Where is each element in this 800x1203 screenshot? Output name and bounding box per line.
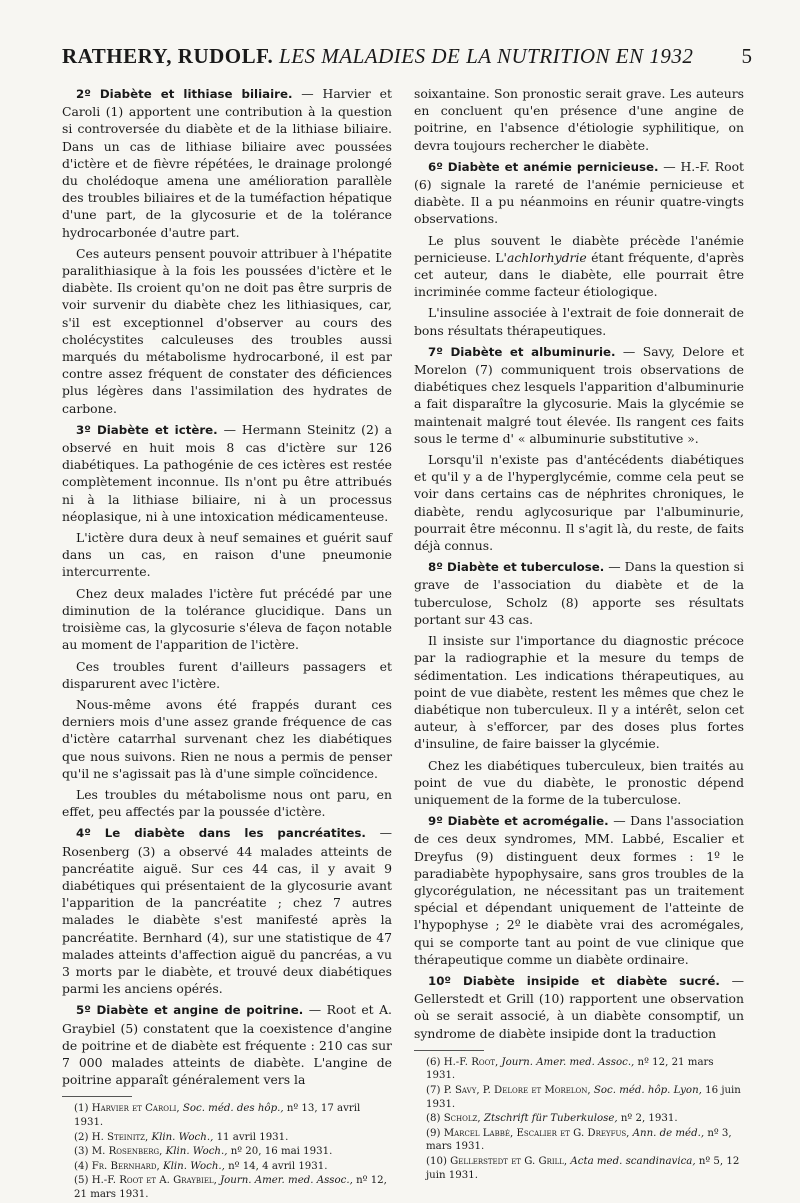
footnote: (3) M. Rosenberg, Klin. Woch., nº 20, 16 mai 1931.	[74, 1146, 333, 1158]
section-5-text: — Root et A. Graybiel (5) constatent que la coexistence d'angine de poitrine et de diabète est fréquente : 210 cas sur 7 000 malades atteints de diabète. L'angine de poitrine apparaît généralement vers la	[62, 1002, 392, 1088]
running-header	[62, 44, 752, 69]
section-3-text: — Hermann Steinitz (2) a observé en huit mois 8 cas d'ictère sur 126 diabétiques. La pathogénie de ces ictères est restée complètement inconnue. Ils n'ont pu être attribués ni à la lithiase biliaire, ni à un processus néoplasique, ni à une intoxication médicamenteuse.	[62, 421, 392, 524]
footnote: (4) Fr. Bernhard, Klin. Woch., nº 14, 4 avril 1931.	[74, 1160, 328, 1172]
paragraph: Chez deux malades l'ictère fut précédé par une diminution de la tolérance glucidique. Dans un troisième cas, la glycosurie s'éleva de façon notable au moment de l'apparition de l'ictère.	[62, 585, 392, 653]
paragraph: L'ictère dura deux à neuf semaines et guérit sauf dans un cas, en raison d'une pneumonie intercurrente.	[62, 530, 392, 580]
paragraph: soixantaine. Son pronostic serait grave. Les auteurs en concluent qu'en présence d'une angine de poitrine, en l'absence d'étiologie syphilitique, on devra toujours rechercher le diabète.	[414, 86, 744, 153]
section-6-paragraph	[414, 158, 744, 228]
section-9-text: — Dans l'association de ces deux syndromes, MM. Labbé, Escalier et Dreyfus (9) distinguent deux formes : 1º le paradiabète hypophysaire, sans gros troubles de la glycorégulation, ne nécessitant pas un traitement spécial et dépendant uniquement de l'atteinte de l'hypophyse ; 2º le diabète vrai des acromégales, qui se comporte tant au point de vue clinique que thérapeutique comme un diabète ordinaire.	[414, 813, 744, 967]
section-8-heading: 8º Diabète et tuberculose.	[428, 560, 605, 575]
footnotes-right	[414, 1056, 744, 1182]
footnotes-left	[62, 1102, 392, 1201]
section-10-heading: 10º Diabète insipide et diabète sucré.	[428, 973, 720, 988]
section-8-paragraph	[414, 558, 744, 628]
section-9-heading: 9º Diabète et acromégalie.	[428, 814, 609, 829]
section-3-paragraph	[62, 421, 392, 525]
footnote: (5) H.-F. Root et A. Graybiel, Journ. Amer. med. Assoc., nº 12, 21 mars 1931.	[74, 1175, 387, 1200]
footnote: (2) H. Steinitz, Klin. Woch., 11 avril 1931.	[74, 1131, 289, 1143]
footnote-rule	[414, 1050, 484, 1051]
section-9-paragraph	[414, 812, 744, 968]
paragraph: Il insiste sur l'importance du diagnostic précoce par la radiographie et la mesure du temps de sédimentation. Les indications thérapeutiques, au point de vue diabète, restent les mêmes que chez le diabétique non tuberculeux. Il y a intérêt, selon cet auteur, à s'efforcer, par des doses plus fortes d'insuline, de faire baisser la glycémie.	[414, 633, 744, 752]
section-4-heading: 4º Le diabète dans les pancréatites.	[76, 826, 366, 841]
section-2-text: — Harvier et Caroli (1) apportent une contribution à la question si controversée du diabète et de la lithiase biliaire. Dans un cas de lithiase biliaire avec poussées d'ictère et de fièvre répétées, le drainage prolongé du cholédoque amena une amélioration parallèle des troubles biliaires et de la tuméfaction hépatique d'une part, de la glycosurie et de la tolérance hydrocarbonée d'autre part.	[62, 86, 392, 240]
left-column	[62, 85, 392, 1203]
footnote-rule	[62, 1096, 132, 1097]
header-title-line	[62, 44, 693, 69]
header-title: LES MALADIES DE LA NUTRITION EN 1932	[279, 44, 694, 68]
section-4-text: — Rosenberg (3) a observé 44 malades atteints de pancréatite aiguë. Sur ces 44 cas, il y avait 9 diabétiques qui présentaient de la glycosurie avant l'apparition de la pancréatite ; chez 7 autres malades le diabète s'est manifesté après la pancréatite. Bernhard (4), sur une statistique de 47 malades atteints d'affection aiguë du pancréas, a vu 3 morts par le diabète, et trouvé deux diabétiques parmi les anciens opérés.	[62, 825, 392, 997]
footnote: (10) Gellerstedt et G. Grill, Acta med. scandinavica, nº 5, 12 juin 1931.	[426, 1155, 740, 1181]
section-8-text: — Dans la question si grave de l'association du diabète et de la tuberculose, Scholz (8) apporte ses résultats portant sur 43 cas.	[414, 559, 744, 627]
footnote: (1) Harvier et Caroli, Soc. méd. des hôp., nº 13, 17 avril 1931.	[74, 1103, 361, 1128]
section-7-text: — Savy, Delore et Morelon (7) communiquent trois observations de diabétiques chez lesquels l'apparition d'albuminurie a fait disparaître la glycosurie. Mais la glycémie se maintenait malgré tout élevée. Ils rangent ces faits sous le terme d' « albuminurie substitutive ».	[414, 343, 744, 446]
section-10-text: — Gellerstedt et Grill (10) rapportent une observation où se serait associé, à un diabète consomptif, un syndrome de diabète insipide dont la traduction	[414, 972, 744, 1041]
footnote: (7) P. Savy, P. Delore et Morelon, Soc. méd. hôp. Lyon, 16 juin 1931.	[426, 1084, 741, 1110]
section-3-heading: 3º Diabète et ictère.	[76, 422, 218, 437]
section-2-heading: 2º Diabète et lithiase biliaire.	[76, 87, 293, 101]
footnote: (8) Scholz, Ztschrift für Tuberkulose, nº 2, 1931.	[426, 1113, 678, 1125]
paragraph: Le plus souvent le diabète précède l'anémie pernicieuse. L'achlorhydrie étant fréquente, d'après cet auteur, dans le diabète, elle pourrait être incriminée comme facteur étiologique.	[414, 232, 744, 300]
right-column	[414, 85, 744, 1203]
section-6-heading: 6º Diabète et anémie pernicieuse.	[428, 159, 659, 174]
header-author: RATHERY, RUDOLF.	[62, 44, 274, 68]
page-number: 5	[741, 44, 752, 68]
section-5-paragraph	[62, 1001, 392, 1088]
section-5-heading: 5º Diabète et angine de poitrine.	[76, 1003, 304, 1018]
section-2-paragraph	[62, 85, 392, 241]
section-4-paragraph	[62, 824, 392, 997]
two-columns	[62, 85, 752, 1203]
paragraph: Lorsqu'il n'existe pas d'antécédents diabétiques et qu'il y a de l'hyperglycémie, comme cela peut se voir dans certains cas de néphrites chroniques, le diabète, rendu aglycosurique par l'albuminurie, pourrait être méconnu. Il s'agit là, du reste, de faits déjà connus.	[414, 452, 744, 554]
paragraph: Les troubles du métabolisme nous ont paru, en effet, peu affectés par la poussée d'ictère.	[62, 786, 392, 820]
paragraph: Ces troubles furent d'ailleurs passagers et disparurent avec l'ictère.	[62, 658, 392, 691]
section-6-text: — H.-F. Root (6) signale la rareté de l'anémie pernicieuse et diabète. Il a pu néanmoins en réunir quatre-vingts observations.	[414, 158, 745, 227]
paragraph: Ces auteurs pensent pouvoir attribuer à l'hépatite paralithiasique à la fois les poussées d'ictère et le diabète. Ils croient qu'on ne doit pas être surpris de voir survenir du diabète chez les lithiasiques, car, s'il est exceptionnel d'observer au cours des cholécystites calculeuses des troubles aussi marqués du métabolisme hydrocarboné, il est par contre assez fréquent de constater des déficiences plus légères dans l'assimilation des hydrates de carbone.	[62, 245, 392, 416]
paragraph: Chez les diabétiques tuberculeux, bien traités au point de vue du diabète, le pronostic dépend uniquement de la forme de la tuberculose.	[414, 757, 744, 807]
paragraph: L'insuline associée à l'extrait de foie donnerait de bons résultats thérapeutiques.	[414, 305, 744, 338]
footnote: (9) Marcel Labbé, Escalier et G. Dreyfus, Ann. de méd., nº 3, mars 1931.	[426, 1127, 732, 1153]
section-7-heading: 7º Diabète et albuminurie.	[428, 344, 616, 359]
section-7-paragraph	[414, 343, 744, 447]
paragraph: Nous-même avons été frappés durant ces derniers mois d'une assez grande fréquence de cas d'ictère catarrhal survenant chez les diabétiques que nous suivons. Rien ne nous a permis de penser qu'il ne s'agissait pas là d'une simple coïncidence.	[62, 696, 392, 781]
section-10-paragraph	[414, 972, 744, 1042]
footnote: (6) H.-F. Root, Journ. Amer. med. Assoc., nº 12, 21 mars 1931.	[426, 1056, 714, 1082]
